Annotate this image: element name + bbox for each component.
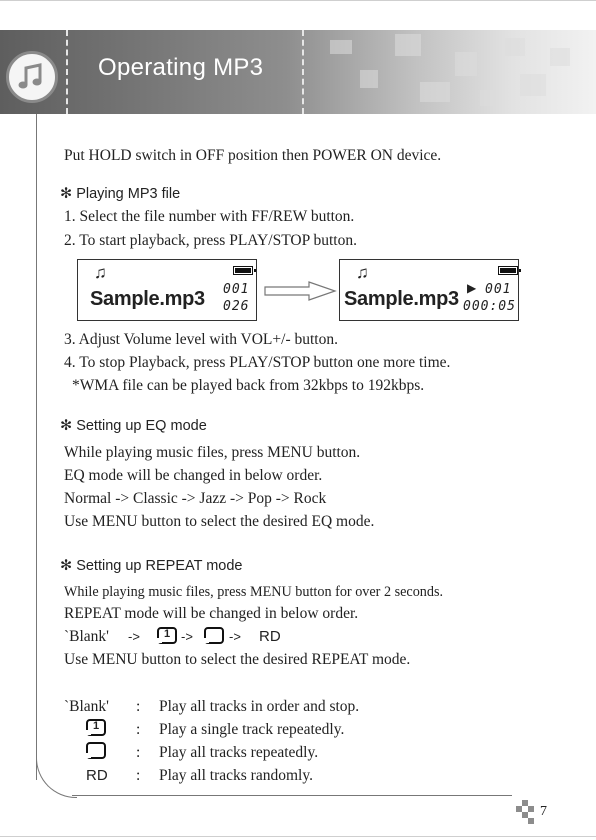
battery-icon [233, 266, 253, 275]
play-note: *WMA file can be played back from 32kbps to 192kbps. [72, 377, 425, 394]
elapsed-time: 000:05 [463, 299, 516, 314]
repeat-order-arrow: -> [181, 629, 193, 644]
eq-line-3: Normal -> Classic -> Jazz -> Pop -> Rock [64, 490, 327, 507]
track-total: 026 [223, 299, 250, 314]
play-step-3: 3. Adjust Volume level with VOL+/- button. [64, 331, 338, 348]
play-step-1: 1. Select the file number with FF/REW button. [64, 208, 355, 225]
note-icon: ♫ [94, 263, 107, 282]
note-icon: ♫ [356, 263, 369, 282]
asterisk-icon: ✻ [60, 186, 77, 202]
lcd-screen-before [77, 259, 257, 321]
eq-line-2: EQ mode will be changed in below order. [64, 467, 323, 484]
repeat-order-arrow: -> [229, 629, 241, 644]
page-number: 7 [540, 804, 547, 819]
asterisk-icon: ✻ [60, 558, 77, 574]
track-number: 001 [485, 282, 512, 297]
page-frame-corner [36, 745, 77, 798]
legend-desc-blank: Play all tracks in order and stop. [159, 698, 360, 715]
legend-key-rd: RD [86, 767, 108, 784]
legend-colon: : [136, 767, 141, 784]
battery-icon [498, 266, 518, 275]
song-name: Sample.mp3 [90, 288, 205, 310]
legend-colon: : [136, 721, 141, 738]
eq-line-1: While playing music files, press MENU button. [64, 444, 361, 461]
legend-desc-repeat-all: Play all tracks repeatedly. [159, 744, 319, 761]
header-banner [0, 30, 596, 114]
bottom-rule [0, 836, 596, 837]
repeat-all-icon [86, 742, 106, 759]
repeat-order-rd: RD [259, 628, 281, 645]
repeat-line-2: REPEAT mode will be changed in below order. [64, 605, 359, 622]
repeat-all-icon [204, 627, 224, 644]
page-title: Operating MP3 [98, 54, 264, 81]
eq-line-4: Use MENU button to select the desired EQ mode. [64, 513, 375, 530]
track-number: 001 [223, 282, 250, 297]
play-step-4: 4. To stop Playback, press PLAY/STOP button one more time. [64, 354, 451, 371]
page-frame-left [36, 114, 37, 780]
repeat-one-icon: 1 [86, 719, 106, 736]
section-heading-play: ✻ Playing MP3 file [60, 186, 181, 202]
legend-desc-rd: Play all tracks randomly. [159, 767, 313, 784]
asterisk-icon: ✻ [60, 418, 77, 434]
legend-key-blank: `Blank' [64, 698, 109, 715]
intro-text: Put HOLD switch in OFF position then POWER ON device. [64, 147, 442, 164]
music-note-icon [6, 51, 58, 103]
lcd-screen-after [339, 259, 519, 321]
repeat-order-blank: `Blank' [64, 628, 109, 645]
section-heading-repeat: ✻ Setting up REPEAT mode [60, 558, 243, 574]
section-heading-eq: ✻ Setting up EQ mode [60, 418, 207, 434]
arrow-icon [263, 280, 339, 302]
page-frame-bottom [72, 795, 512, 796]
top-rule [0, 0, 596, 1]
legend-colon: : [136, 744, 141, 761]
legend-colon: : [136, 698, 141, 715]
repeat-use-line: Use MENU button to select the desired REPEAT mode. [64, 651, 411, 668]
play-icon: ▶ [467, 281, 477, 295]
play-step-2: 2. To start playback, press PLAY/STOP button. [64, 232, 357, 249]
repeat-one-icon: 1 [157, 627, 177, 644]
repeat-line-1: While playing music files, press MENU button for over 2 seconds. [64, 584, 444, 600]
repeat-order-arrow: -> [128, 629, 140, 644]
song-name: Sample.mp3 [344, 288, 459, 310]
legend-desc-repeat-one: Play a single track repeatedly. [159, 721, 345, 738]
